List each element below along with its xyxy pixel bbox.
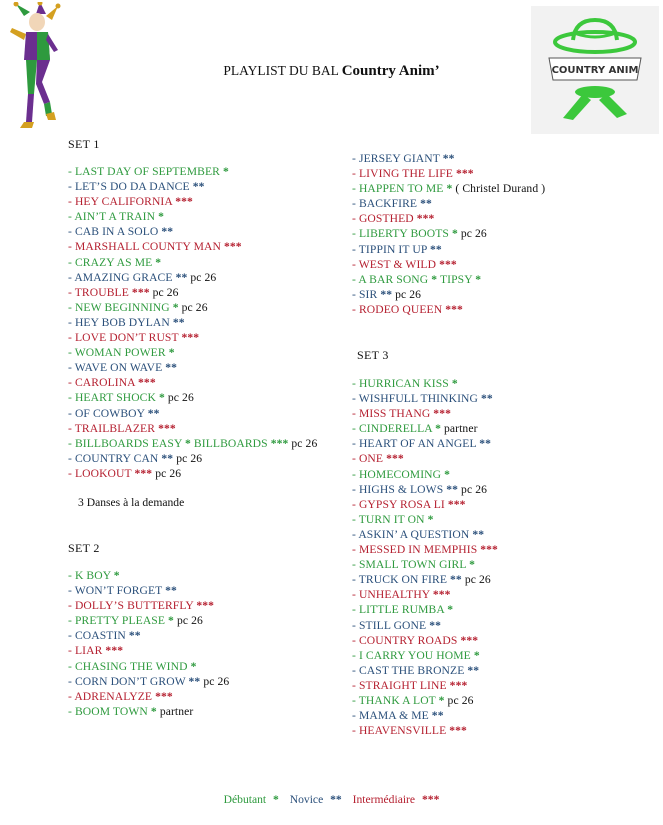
song-note: pc 26	[176, 451, 203, 465]
song-item	[352, 663, 652, 678]
song-item	[352, 482, 652, 497]
song-title: - LIBERTY BOOTS	[352, 227, 449, 241]
song-item	[68, 659, 368, 674]
difficulty-stars: **	[128, 629, 141, 643]
song-item	[68, 451, 368, 466]
song-note: pc 26	[461, 482, 487, 496]
song-title: - CRAZY AS ME	[68, 255, 153, 269]
song-item	[352, 497, 652, 512]
set1-list	[68, 164, 368, 481]
song-note: pc 26	[447, 693, 474, 707]
song-title: - GYPSY ROSA LI	[352, 497, 445, 511]
song-title: - MISS THANG	[352, 407, 431, 421]
song-item	[68, 568, 368, 583]
song-title: - TRAILBLAZER	[68, 421, 156, 435]
difficulty-stars: **	[165, 361, 178, 375]
song-title: - WON’T FORGET	[68, 584, 163, 598]
song-title: - BOOM TOWN	[68, 704, 148, 718]
song-item	[68, 164, 368, 179]
song-note: pc 26	[190, 270, 217, 284]
song-item	[68, 285, 368, 300]
song-item	[352, 527, 652, 542]
song-item	[68, 270, 368, 285]
song-title: - NEW BEGINNING	[68, 300, 170, 314]
song-item	[68, 330, 368, 345]
song-note: pc 26	[152, 285, 179, 299]
song-item	[68, 194, 368, 209]
song-item	[352, 151, 652, 166]
song-item	[352, 406, 652, 421]
song-title: - WAVE ON WAVE	[68, 361, 163, 375]
difficulty-stars: *	[172, 300, 179, 314]
song-title: - PRETTY PLEASE	[68, 614, 166, 628]
song-title: - MARSHALL COUNTY MAN	[68, 240, 221, 254]
song-title: - CINDERELLA	[352, 422, 433, 436]
song-title: - HEY CALIFORNIA	[68, 195, 173, 209]
song-title: - LOOKOUT	[68, 466, 132, 480]
song-title: - LAST DAY OF SEPTEMBER	[68, 165, 220, 178]
difficulty-stars: *	[444, 467, 451, 481]
song-title: - HEART SHOCK	[68, 391, 156, 405]
song-note: partner	[444, 422, 478, 436]
legend-novice: Novice	[289, 793, 324, 806]
difficulty-stars: ***	[432, 588, 451, 602]
song-item	[352, 211, 652, 226]
song-item	[352, 572, 652, 587]
difficulty-stars: *	[435, 422, 441, 436]
difficulty-stars: ***	[138, 376, 156, 390]
song-item	[68, 345, 368, 360]
difficulty-stars: *	[451, 227, 458, 241]
song-item	[352, 708, 652, 723]
difficulty-stars: ***	[449, 678, 468, 692]
song-title: - SMALL TOWN GIRL	[352, 558, 467, 572]
difficulty-stars: ***	[447, 497, 466, 511]
song-item	[68, 628, 368, 643]
difficulty-stars: **	[446, 482, 459, 496]
song-item	[352, 391, 652, 406]
title-prefix: PLAYLIST DU BAL	[223, 63, 339, 78]
difficulty-stars: **	[188, 674, 201, 688]
song-title: - JERSEY GIANT	[352, 152, 440, 165]
set3-list	[352, 376, 652, 738]
second-song-title: BILLBOARDS	[193, 436, 268, 450]
difficulty-stars: *	[168, 346, 175, 360]
difficulty-stars: *	[190, 659, 197, 673]
second-song-title: TIPSY	[439, 272, 473, 286]
song-title: - HOMECOMING	[352, 467, 442, 481]
difficulty-stars: **	[442, 152, 455, 165]
song-title: - HAPPEN TO ME	[352, 182, 444, 196]
dances-on-demand: 3 Danses à la demande	[78, 496, 185, 509]
difficulty-stars: **	[429, 618, 441, 632]
difficulty-stars: *	[446, 182, 453, 196]
difficulty-stars: **	[431, 709, 444, 723]
difficulty-stars: ***	[455, 167, 474, 181]
song-item	[68, 390, 368, 405]
difficulty-stars: ***	[439, 257, 457, 271]
song-note: ( Christel Durand )	[455, 182, 546, 196]
song-title: - CAB IN A SOLO	[68, 225, 159, 239]
page-title	[0, 63, 663, 80]
song-item	[68, 315, 368, 330]
song-title: - LITTLE RUMBA	[352, 603, 445, 617]
song-title: - THANK A LOT	[352, 693, 436, 707]
difficulty-stars: **	[472, 527, 485, 541]
difficulty-stars: **	[147, 406, 160, 420]
difficulty-stars: *	[113, 569, 120, 582]
song-title: - HEAVENSVILLE	[352, 724, 447, 738]
song-note: pc 26	[464, 573, 491, 587]
song-title: - LET’S DO DA DANCE	[68, 180, 190, 194]
difficulty-stars: **	[172, 315, 185, 329]
song-title: - ADRENALYZE	[68, 689, 153, 703]
difficulty-stars: **	[467, 663, 480, 677]
difficulty-stars: **	[175, 270, 188, 284]
song-item	[68, 613, 368, 628]
song-title: - TROUBLE	[68, 285, 129, 299]
song-note: partner	[159, 704, 194, 718]
song-item	[68, 466, 368, 481]
song-item	[68, 224, 368, 239]
difficulty-stars: *	[159, 391, 165, 405]
song-item	[68, 598, 368, 613]
song-title: - RODEO QUEEN	[352, 302, 443, 316]
difficulty-stars: ***	[480, 543, 498, 557]
song-item	[68, 375, 368, 390]
song-title: - AMAZING GRACE	[68, 270, 173, 284]
song-item	[352, 226, 652, 241]
song-title: - STILL GONE	[352, 618, 427, 632]
difficulty-stars: ***	[460, 633, 479, 647]
song-item	[352, 587, 652, 602]
song-note: pc 26	[176, 614, 203, 628]
song-item	[352, 181, 652, 196]
song-item	[68, 239, 368, 254]
song-item	[352, 196, 652, 211]
song-item	[352, 542, 652, 557]
song-title: - COASTIN	[68, 629, 126, 643]
song-item	[352, 678, 652, 693]
song-title: - TIPPIN IT UP	[352, 242, 427, 256]
second-song-note: pc 26	[291, 436, 318, 450]
difficulty-stars: **	[165, 584, 177, 598]
set1-continued-list	[352, 151, 652, 317]
song-title: - BACKFIRE	[352, 197, 418, 211]
song-title: - HIGHS & LOWS	[352, 482, 444, 496]
difficulty-stars: ***	[196, 599, 215, 613]
set3-heading: SET 3	[357, 348, 389, 362]
song-item	[352, 302, 652, 317]
song-title: - ONE	[352, 452, 384, 466]
song-note: pc 26	[155, 466, 182, 480]
difficulty-stars: ***	[155, 689, 173, 703]
song-title: - LIVING THE LIFE	[352, 167, 453, 181]
song-title: - GOSTHED	[352, 212, 414, 226]
song-item	[352, 633, 652, 648]
difficulty-stars: ***	[386, 452, 404, 466]
song-title: - I CARRY YOU HOME	[352, 648, 471, 662]
second-difficulty-stars: *	[475, 272, 482, 286]
song-item	[68, 643, 368, 658]
song-title: - LIAR	[68, 644, 103, 658]
song-note: pc 26	[203, 674, 230, 688]
difficulty-stars: ***	[175, 195, 193, 209]
difficulty-stars: **	[479, 437, 492, 451]
legend-novice-stars: **	[330, 793, 342, 806]
song-item	[68, 179, 368, 194]
difficulty-stars: ***	[445, 302, 463, 316]
song-title: - ASKIN’ A QUESTION	[352, 527, 470, 541]
difficulty-stars: **	[161, 451, 174, 465]
difficulty-stars: *	[431, 272, 438, 286]
song-item	[352, 376, 652, 391]
difficulty-stars: *	[150, 704, 157, 718]
song-title: - AIN’T A TRAIN	[68, 210, 156, 224]
song-title: - LOVE DON’T RUST	[68, 331, 179, 345]
song-note: pc 26	[395, 287, 422, 301]
song-item	[68, 255, 368, 270]
difficulty-stars: ***	[449, 724, 467, 738]
song-title: - HURRICAN KISS	[352, 377, 449, 390]
difficulty-stars: **	[450, 573, 462, 587]
song-item	[68, 421, 368, 436]
difficulty-stars: **	[380, 287, 393, 301]
song-item	[352, 257, 652, 272]
difficulty-stars: ***	[105, 644, 124, 658]
song-note: pc 26	[167, 391, 194, 405]
legend-intermediaire-stars: ***	[421, 793, 440, 806]
svg-text:COUNTRY ANIM: COUNTRY ANIM	[551, 65, 639, 76]
song-item	[352, 557, 652, 572]
difficulty-stars: *	[447, 603, 454, 617]
song-title: - K BOY	[68, 569, 111, 582]
difficulty-stars: ***	[158, 421, 176, 435]
song-item	[68, 583, 368, 598]
difficulty-stars: ***	[416, 212, 435, 226]
song-item	[68, 406, 368, 421]
song-title: - UNHEALTHY	[352, 588, 430, 602]
song-item	[352, 436, 652, 451]
song-title: - A BAR SONG	[352, 272, 429, 286]
legend-intermediaire: Intermédiaire	[352, 793, 416, 806]
song-title: - COUNTRY ROADS	[352, 633, 458, 647]
song-note: pc 26	[460, 227, 487, 241]
difficulty-stars: **	[192, 180, 205, 194]
song-item	[68, 360, 368, 375]
difficulty-stars: ***	[131, 285, 150, 299]
difficulty-stars: *	[155, 255, 162, 269]
difficulty-stars: *	[168, 614, 174, 628]
song-title: - DOLLY’S BUTTERFLY	[68, 599, 194, 613]
song-item	[68, 704, 368, 719]
song-item	[352, 693, 652, 708]
song-title: - TRUCK ON FIRE	[352, 573, 448, 587]
legend-debutant: Débutant	[223, 793, 267, 806]
song-item	[352, 242, 652, 257]
second-difficulty-stars: ***	[270, 436, 289, 450]
song-title: - CHASING THE WIND	[68, 659, 188, 673]
difficulty-stars: **	[480, 392, 493, 406]
song-item	[352, 451, 652, 466]
song-title: - MAMA & ME	[352, 709, 429, 723]
difficulty-stars: *	[222, 165, 229, 178]
set2-heading: SET 2	[68, 541, 100, 555]
set1-heading: SET 1	[68, 137, 100, 151]
song-title: - MESSED IN MEMPHIS	[352, 543, 478, 557]
level-legend	[0, 793, 663, 806]
song-title: - COUNTRY CAN	[68, 451, 159, 465]
difficulty-stars: *	[438, 693, 445, 707]
song-item	[352, 272, 652, 287]
song-title: - WOMAN POWER	[68, 346, 166, 360]
song-item-second	[440, 273, 481, 286]
legend-debutant-stars: *	[273, 793, 279, 806]
song-title: - CAST THE BRONZE	[352, 663, 465, 677]
song-item	[352, 723, 652, 738]
song-title: - BILLBOARDS EASY	[68, 436, 182, 450]
song-item	[352, 602, 652, 617]
song-item	[352, 287, 652, 302]
song-item	[352, 512, 652, 527]
difficulty-stars: *	[469, 558, 475, 572]
song-title: - CORN DON’T GROW	[68, 674, 186, 688]
song-title: - TURN IT ON	[352, 512, 425, 526]
song-title: - STRAIGHT LINE	[352, 678, 447, 692]
song-title: - WEST & WILD	[352, 257, 437, 271]
difficulty-stars: *	[185, 436, 191, 450]
song-title: - OF COWBOY	[68, 406, 145, 420]
song-item	[68, 209, 368, 224]
difficulty-stars: *	[158, 210, 164, 224]
song-item	[68, 674, 368, 689]
song-title: - SIR	[352, 287, 378, 301]
difficulty-stars: **	[420, 197, 432, 211]
set2-list	[68, 568, 368, 719]
song-item	[68, 300, 368, 315]
song-title: - CAROLINA	[68, 376, 136, 390]
song-item-second	[194, 437, 317, 450]
difficulty-stars: **	[161, 225, 174, 239]
difficulty-stars: *	[473, 648, 480, 662]
difficulty-stars: ***	[134, 466, 153, 480]
difficulty-stars: *	[451, 377, 458, 390]
song-item	[352, 421, 652, 436]
song-item	[352, 648, 652, 663]
song-title: - HEART OF AN ANGEL	[352, 437, 477, 451]
song-note: pc 26	[181, 300, 208, 314]
song-title: - HEY BOB DYLAN	[68, 315, 170, 329]
song-item	[68, 436, 368, 451]
song-item	[352, 618, 652, 633]
difficulty-stars: ***	[181, 331, 200, 345]
song-item	[352, 467, 652, 482]
difficulty-stars: ***	[223, 240, 242, 254]
song-title: - WISHFULL THINKING	[352, 392, 478, 406]
difficulty-stars: ***	[433, 407, 451, 421]
difficulty-stars: **	[429, 242, 442, 256]
song-item	[352, 166, 652, 181]
title-brand: Country Anim’	[341, 63, 440, 79]
difficulty-stars: *	[427, 512, 434, 526]
song-item	[68, 689, 368, 704]
